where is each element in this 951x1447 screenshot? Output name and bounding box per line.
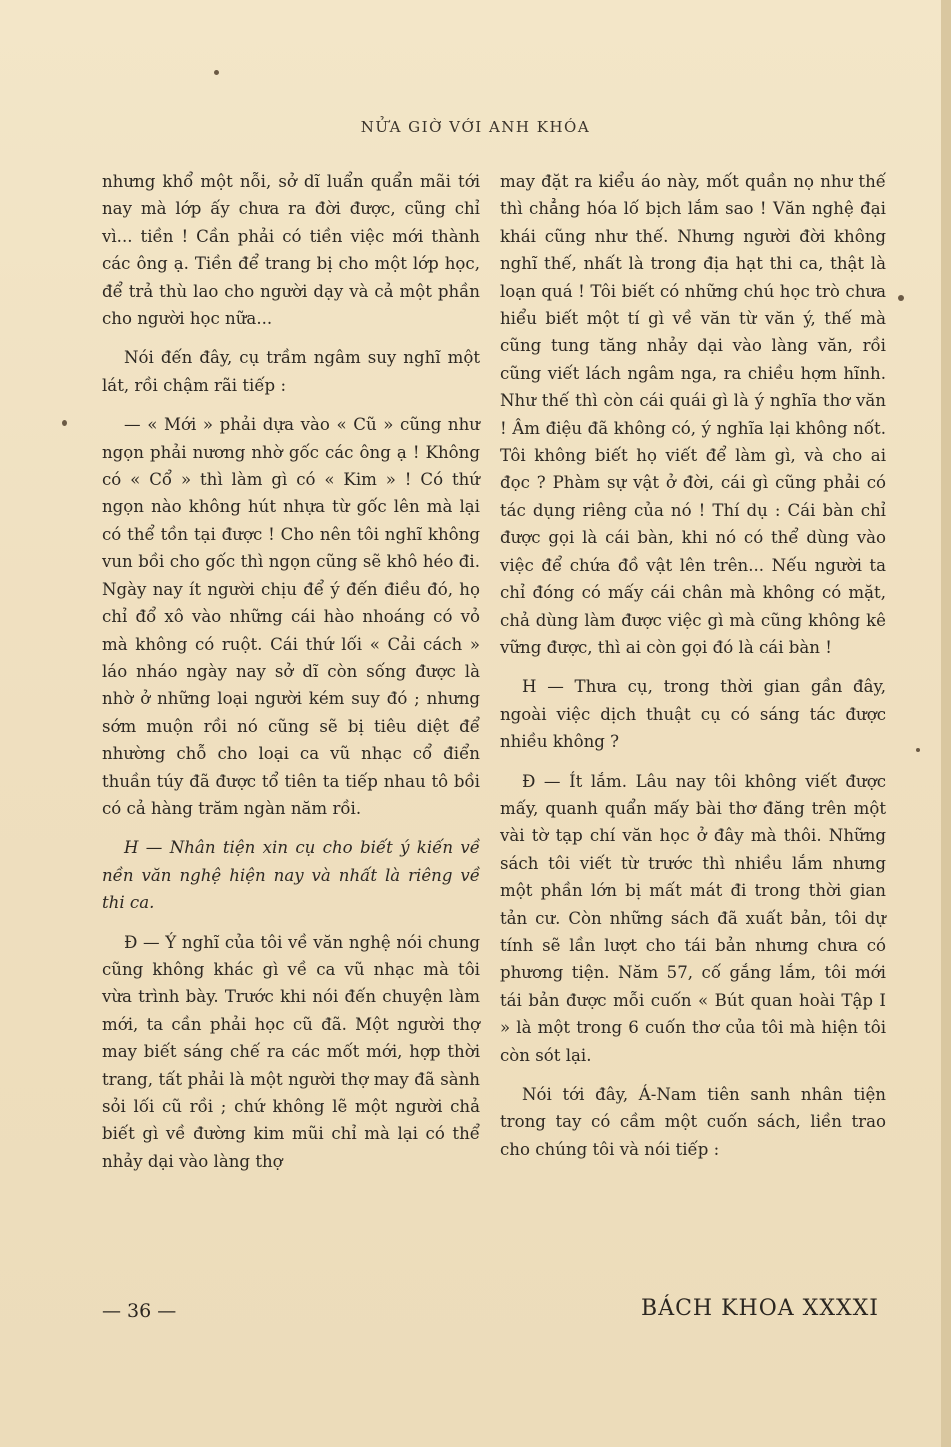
paper-spot [62,420,67,426]
paper-spot [916,748,920,752]
page-number: — 36 — [102,1300,177,1322]
paragraph: nhưng khổ một nỗi, sở dĩ luẩn quẩn mãi tới nay mà lớp ấy chưa ra đời được, cũng chỉ vì... tiền ! Cần phải có tiền việc mới thành các ông ạ. Tiền để trang bị cho một lớp học, để trả thù lao cho người dạy và cả một phần cho người học nữa... [102,172,480,329]
paragraph: Nói tới đây, Á-Nam tiên sanh nhân tiện trong tay có cầm một cuốn sách, liền trao cho chúng tôi và nói tiếp : [500,1085,886,1159]
running-header: NỬA GIỜ VỚI ANH KHÓA [360,118,591,136]
interview-answer: Đ — Ý nghĩ của tôi về văn nghệ nói chung cũng không khác gì về ca vũ nhạc mà tôi vừa trình bày. Trước khi nói đến chuyện làm mới, ta cần phải học cũ đã. Một người thợ may biết sáng chế ra các mốt mới, hợp thời trang, tất phải là một người thợ may đã sành sỏi lối cũ rồi ; chứ không lẽ một người chả biết gì về đường kim mũi chỉ mà lại có thể nhảy dại vào làng thợ [102,932,480,1171]
magazine-title: BÁCH KHOA XXXXI [641,1296,879,1321]
paper-spot [898,295,904,301]
interview-question: H — Nhân tiện xin cụ cho biết ý kiến về nền văn nghệ hiện nay và nhất là riêng về thi ca. [102,838,480,913]
paragraph: — « Mới » phải dựa vào « Cũ » cũng như ngọn phải nương nhờ gốc các ông ạ ! Không có « Cổ » thì làm gì có « Kim » ! Có thứ ngọn nào không hút nhựa từ gốc lên mà lại có thể tồn tại được ! Cho nên tôi nghĩ không vun bồi cho gốc thì ngọn cũng sẽ khô héo đi. Ngày nay ít người chịu để ý đến điều đó, họ chỉ đổ xô vào những cái hào nhoáng có vỏ mà không có ruột. Cái thứ lối « Cải cách » láo nháo ngày nay sở dĩ còn sống được là nhờ ở những loại người kém suy đó ; nhưng sớm muộn rồi nó cũng sẽ bị tiêu diệt để nhường chỗ cho loại ca vũ nhạc cổ điển thuần túy đã được tổ tiên ta tiếp nhau tô bồi có cả hàng trăm ngàn năm rồi. [102,415,480,818]
paper-spot [214,70,219,75]
right-column [500,168,886,1163]
interview-answer: Đ — Ít lắm. Lâu nay tôi không viết được mấy, quanh quẩn mấy bài thơ đăng trên một vài tờ tạp chí văn học ở đây mà thôi. Những sách tôi viết từ trước thì nhiều lắm nhưng một phần lớn bị mất mát đi trong thời gian tản cư. Còn những sách đã xuất bản, tôi dự tính sẽ lần lượt cho tái bản nhưng chưa có phương tiện. Năm 57, cố gắng lắm, tôi mới tái bản được mỗi cuốn « Bút quan hoài Tập I » là một trong 6 cuốn thơ của tôi mà hiện tôi còn sót lại. [500,771,886,1065]
paragraph: Nói đến đây, cụ trầm ngâm suy nghĩ một lát, rồi chậm rãi tiếp : [102,348,480,395]
interview-question: H — Thưa cụ, trong thời gian gần đây, ngoài việc dịch thuật cụ có sáng tác được nhiều không ? [500,677,886,752]
paragraph: may đặt ra kiểu áo này, mốt quần nọ như thế thì chẳng hóa lố bịch lắm sao ! Văn nghệ đại khái cũng như thế. Nhưng người đời không nghĩ thế, nhất là trong địa hạt thi ca, thật là loạn quá ! Tôi biết có những chú học trò chưa hiểu biết một tí gì về văn từ văn ý, thế mà cũng tung tăng nhảy dại vào làng văn, rồi cũng viết lách ngâm nga, ra chiều hợm hĩnh. Như thế thì còn cái quái gì là ý nghĩa thơ văn ! Âm điệu đã không có, ý nghĩa lại không nốt. Tôi không biết họ viết để làm gì, và cho ai đọc ? Phàm sự vật ở đời, cái gì cũng phải có tác dụng riêng của nó ! Thí dụ : Cái bàn chỉ được gọi là cái bàn, khi nó có thể dùng vào việc để chứa đồ vật lên trên... Nếu người ta chỉ đóng có mấy cái chân mà không có mặt, chả dùng làm được việc gì mà cũng không kê vững được, thì ai còn gọi đó là cái bàn ! [500,172,886,657]
left-column [102,168,480,1175]
